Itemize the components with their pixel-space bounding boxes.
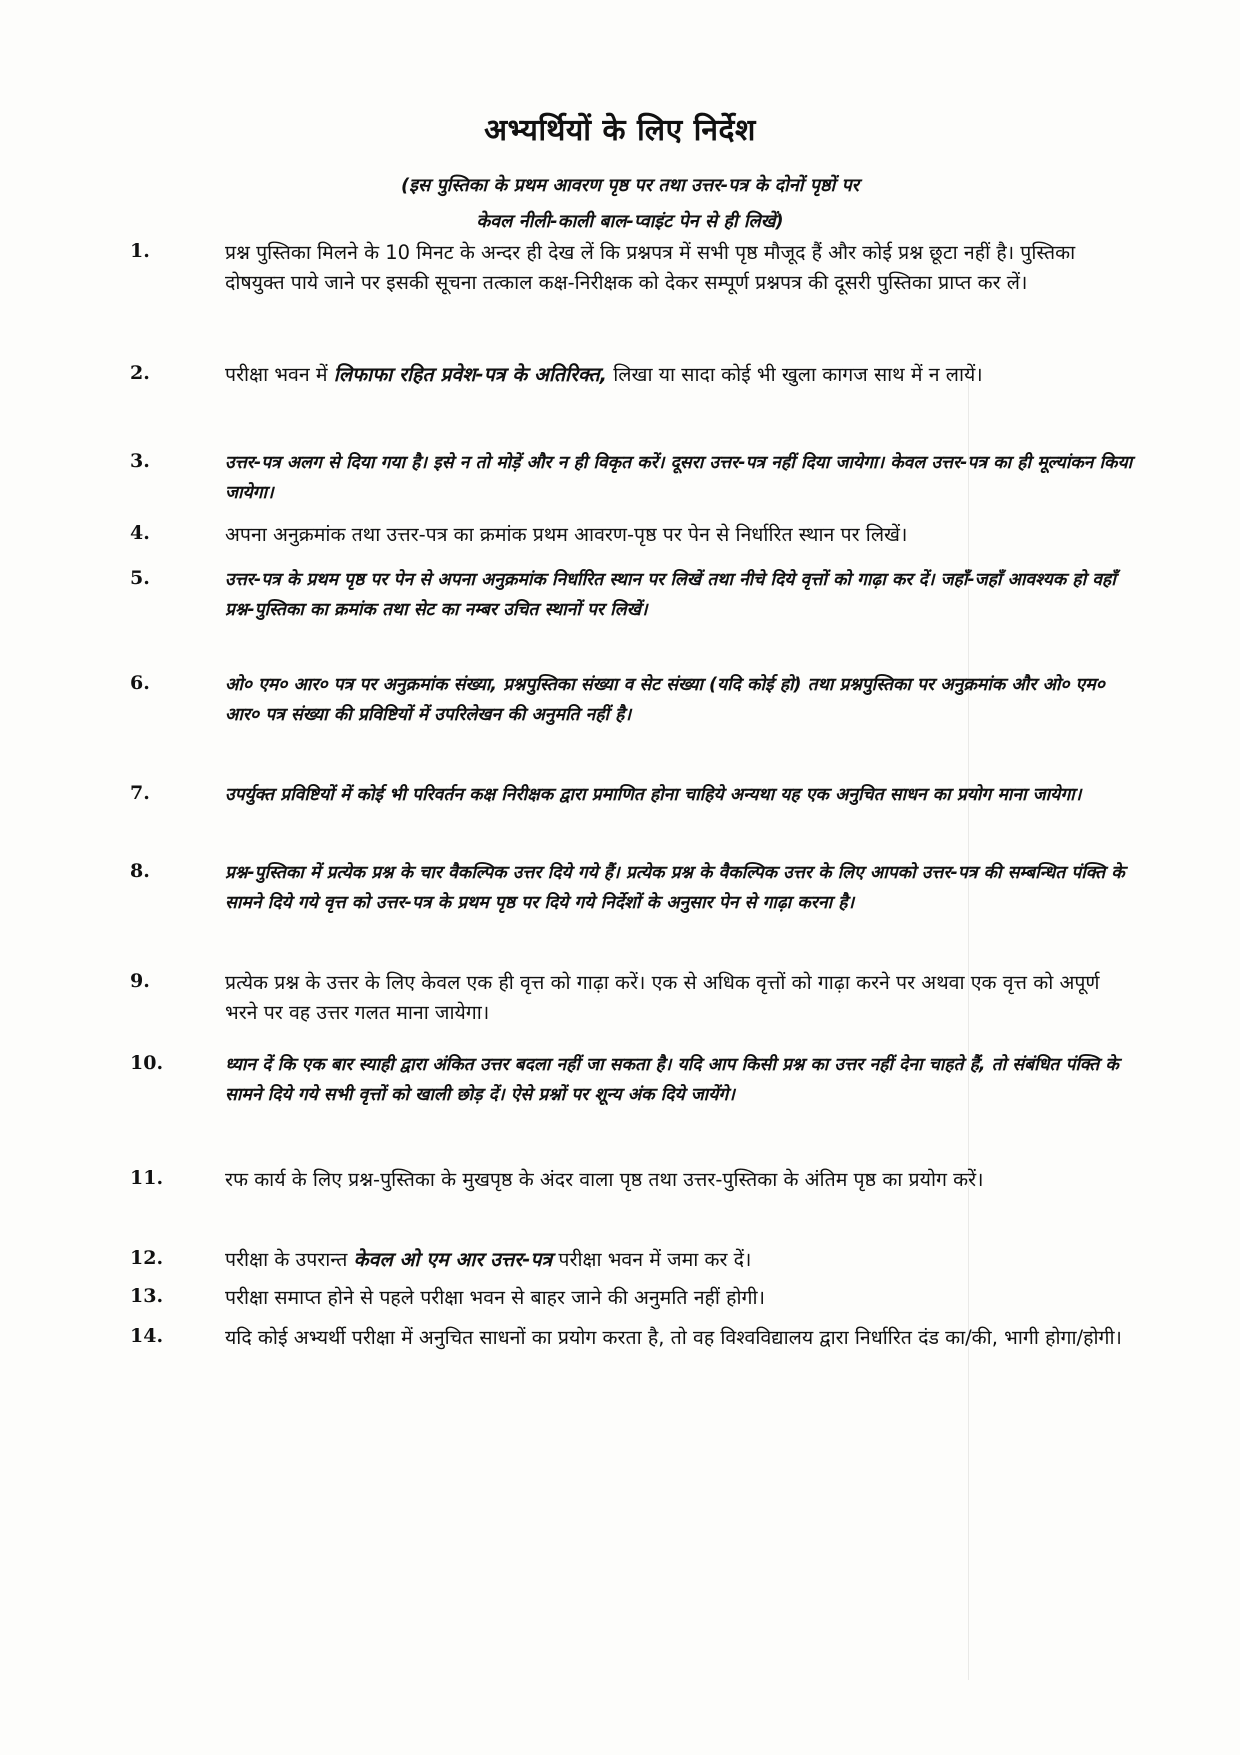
- item-number: 5.: [130, 567, 150, 589]
- item-text: प्रश्न-पुस्तिका में प्रत्येक प्रश्न के चार वैकल्पिक उत्तर दिये गये हैं। प्रत्येक प्रश्न के वैकल्पिक उत्तर के लिए आपको उत्तर-पत्र की सम्बन्धित पंक्ति के सामने दिये गये वृत्त को उत्तर-पत्र के प्रथम पृष्ठ पर दिये गये निर्देशों के अनुसार पेन से गाढ़ा करना है।: [225, 863, 1125, 913]
- subtitle-line-1: (इस पुस्तिका के प्रथम आवरण पृष्ठ पर तथा उत्तर-पत्र के दोनों पृष्ठों पर: [400, 175, 860, 196]
- item-text-part: परीक्षा के उपरान्त: [225, 1248, 354, 1271]
- item-text: परीक्षा समाप्त होने से पहले परीक्षा भवन से बाहर जाने की अनुमति नहीं होगी।: [225, 1286, 765, 1309]
- item-text: अपना अनुक्रमांक तथा उत्तर-पत्र का क्रमांक प्रथम आवरण-पृष्ठ पर पेन से निर्धारित स्थान पर लिखें।: [225, 523, 908, 546]
- item-text: उपर्युक्त प्रविष्टियों में कोई भी परिवर्तन कक्ष निरीक्षक द्वारा प्रमाणित होना चाहिये अन्यथा यह एक अनुचित साधन का प्रयोग माना जायेगा।: [225, 785, 1082, 805]
- item-number: 11.: [130, 1167, 164, 1189]
- item-number: 13.: [130, 1285, 164, 1307]
- item-text: उत्तर-पत्र अलग से दिया गया है। इसे न तो मोड़ें और न ही विकृत करें। दूसरा उत्तर-पत्र नहीं दिया जायेगा। केवल उत्तर-पत्र का ही मूल्यांकन किया जायेगा।: [225, 453, 1133, 503]
- item-text: उत्तर-पत्र के प्रथम पृष्ठ पर पेन से अपना अनुक्रमांक निर्धारित स्थान पर लिखें तथा नीचे दिये वृत्तों को गाढ़ा कर दें। जहाँ-जहाँ आवश्यक हो वहाँ प्रश्न-पुस्तिका का क्रमांक तथा सेट का नम्बर उचित स्थानों पर लिखें।: [225, 570, 1116, 620]
- item-text-part: परीक्षा भवन में: [225, 363, 334, 386]
- item-text: [225, 1245, 1135, 1275]
- item-number: 12.: [130, 1247, 164, 1269]
- item-number: 6.: [130, 672, 150, 694]
- item-number: 14.: [130, 1325, 164, 1347]
- item-text: रफ कार्य के लिए प्रश्न-पुस्तिका के मुखपृष्ठ के अंदर वाला पृष्ठ तथा उत्तर-पुस्तिका के अंतिम पृष्ठ का प्रयोग करें।: [225, 1168, 984, 1191]
- item-text: ओ० एम० आर० पत्र पर अनुक्रमांक संख्या, प्रश्नपुस्तिका संख्या व सेट संख्या (यदि कोई हो) तथा प्रश्नपुस्तिका पर अनुक्रमांक और ओ० एम० आर० पत्र संख्या की प्रविष्टियों में उपरिलेखन की अनुमति नहीं है।: [225, 675, 1105, 725]
- item-text: यदि कोई अभ्यर्थी परीक्षा में अनुचित साधनों का प्रयोग करता है, तो वह विश्वविद्यालय द्वारा निर्धारित दंड का/की, भागी होगा/होगी।: [225, 1326, 1122, 1349]
- page-title: अभ्यर्थियों के लिए निर्देश: [484, 113, 756, 148]
- item-number: 4.: [130, 522, 150, 544]
- item-text: [225, 360, 1135, 390]
- item-text: प्रत्येक प्रश्न के उत्तर के लिए केवल एक ही वृत्त को गाढ़ा करें। एक से अधिक वृत्तों को गाढ़ा करने पर अथवा एक वृत्त को अपूर्ण भरने पर वह उत्तर गलत माना जायेगा।: [225, 971, 1100, 1024]
- item-text-emphasis: केवल ओ एम आर उत्तर-पत्र: [353, 1248, 553, 1271]
- item-number: 7.: [130, 782, 150, 804]
- subtitle-line-2: केवल नीली-काली बाल-प्वाइंट पेन से ही लिखें): [476, 211, 784, 232]
- item-number: 10.: [130, 1052, 164, 1074]
- item-text-emphasis: लिफाफा रहित प्रवेश-पत्र के अतिरिक्त,: [333, 363, 608, 386]
- item-text-part: परीक्षा भवन में जमा कर दें।: [552, 1248, 752, 1271]
- subtitle-note: [250, 168, 1010, 240]
- item-number: 3.: [130, 450, 150, 472]
- item-number: 2.: [130, 362, 150, 384]
- item-text: प्रश्न पुस्तिका मिलने के 10 मिनट के अन्दर ही देख लें कि प्रश्नपत्र में सभी पृष्ठ मौजूद हैं और कोई प्रश्न छूटा नहीं है। पुस्तिका दोषयुक्त पाये जाने पर इसकी सूचना तत्काल कक्ष-निरीक्षक को देकर सम्पूर्ण प्रश्नपत्र की दूसरी पुस्तिका प्राप्त कर लें।: [225, 241, 1076, 294]
- item-number: 8.: [130, 860, 150, 882]
- item-number: 9.: [130, 970, 150, 992]
- item-text-part: लिखा या सादा कोई भी खुला कागज साथ में न लायें।: [607, 363, 983, 386]
- item-text: ध्यान दें कि एक बार स्याही द्वारा अंकित उत्तर बदला नहीं जा सकता है। यदि आप किसी प्रश्न का उत्तर नहीं देना चाहते हैं, तो संबंधित पंक्ति के सामने दिये गये सभी वृत्तों को खाली छोड़ दें। ऐसे प्रश्नों पर शून्य अंक दिये जायेंगे।: [225, 1055, 1119, 1105]
- item-number: 1.: [130, 240, 150, 262]
